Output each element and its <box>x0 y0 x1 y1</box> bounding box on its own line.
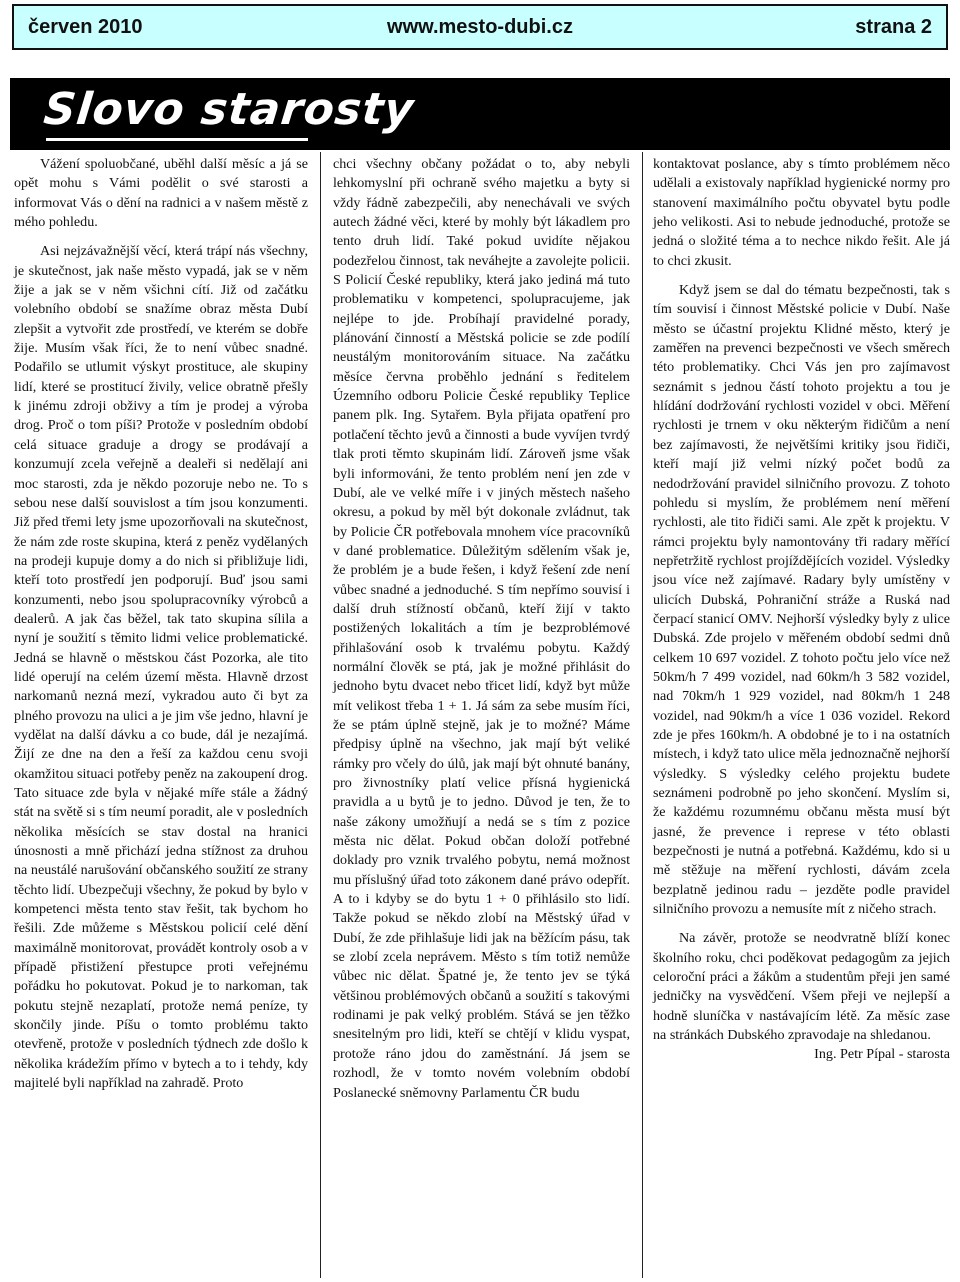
column-divider <box>642 152 643 1278</box>
author-signature: Ing. Petr Pípal - starosta <box>814 1046 950 1063</box>
banner-underline <box>46 138 308 141</box>
page-number: strana 2 <box>855 16 932 38</box>
paragraph: kontaktovat poslance, aby s tímto problémem něco udělali a existovaly například hygienické normy pro stanovení maximálního počtu obyvatel bytu podle jeho velikosti. Asi to nebude jednoduché, protože se jedná o složité téma a to nechce nikdo řešit. Ale já to chci zkusit. <box>653 156 950 269</box>
column-divider <box>320 152 321 1278</box>
issue-date: červen 2010 <box>28 16 143 38</box>
article-column-2 <box>333 155 630 1103</box>
paragraph: Asi nejzávažnější věcí, která trápí nás všechny, je skutečnost, jak naše město vypadá, jak se v něm žije a jak se v něm všichni cítí. Již od začátku volebního období se snažíme obraz města Dubí zlepšit a vytvořit zde prostředí, ve kterém se dobře žije. Musím však říci, že to není vůbec snadné. Podařilo se utlumit výskyt prostituce, ale skupiny lidí, které se prostitucí živily, velice obratně přešly k jinému zdroji obživy a tím je prodej a výroba drog. Proč o tom píši? Protože v posledním období celá situace graduje a drogy se prodávají a konzumují zcela veřejně a dealeři si nedělají ani moc starosti, zda je někdo pozoruje nebo ne. To s sebou nese další souvislost a tím jsou konzumenti. Již před třemi lety jsme upozorňovali na skutečnost, že nám zde roste skupina, která z peněz vydělaných na prodeji kupuje domy a do nich si přibližuje lidi, kteří toto prostředí jen podporují. Buď jsou sami konzumenti, nebo jsou spolupracovníky výrobců a dealerů. A jak čas běžel, tak tato skupina sílila a nyní je soužití s těmito lidmi velice problematické. Jedná se hlavně o městskou část Pozorka, ale tito lidé operují na celém území města. Hlavně drzost narkomanů nezná mezí, vykradou auto či byt za plného provozu na ulici a je jim vše jedno, hlavní je vydělat na další dávku a co bude, dál je nezajímá. Žijí ze dne na den a řeší za každou cenu svoji okamžitou situaci potřeby peněz na zakoupení drog. Tato situace zde byla v nějaké míře stále a žádný stát na světě si s tím neumí poradit, ale v posledních několika měsících se stav dostal na hranici únosnosti a mně přichází jedna stížnost za druhou na neustálé narušování občanského soužití ze strany těchto lidí. Ubezpečuji všechny, že pokud by bylo v kompetenci města tento stav řešit, tak bychom ho řešili. Zde můžeme s Městskou policií celé dění maximálně monitorovat, provádět kontroly osob a v případě přistižení přestupce proti veřejnému pořádku ho pokutovat. Pokud je to narkoman, tak pokutu stejně nezaplatí, protože nemá peníze, ty skončily jinde. Píšu o tomto problému takto otevřeně, protože v posledních týdnech zde došlo k několika krádežím přímo v bytech a to i tehdy, kdy majitelé byli například na zahradě. Proto <box>14 243 308 1092</box>
website-url[interactable]: www.mesto-dubi.cz <box>387 16 573 38</box>
paragraph: chci všechny občany požádat o to, aby nebyli lehkomyslní při ochraně svého majetku a byty si vždy řádně zabezpečili, aby nenechávali ve svých autech žádné věci, které by mohly být lákadlem pro tento druh lidí. Také pokud uvidíte nějakou podezřelou činnost, tak neváhejte a zavolejte policii. S Policií České republiky, která jako jediná má tuto problematiku v kompetenci, spolupracujeme, jak nejlépe to jde. Probíhají pravidelné porady, plánování činností a Městská policie se zde podílí neustálým monitorováním situace. Na začátku měsíce června proběhlo jednání s ředitelem Územního odboru Policie České republiky Teplice panem plk. Ing. Sytařem. Byla přijata opatření pro potlačení těchto jevů a činnosti a bude vyvíjen tvrdý tlak proti těmto skupinám lidí. Zároveň jsme však byli informováni, že tento problém není jen zde v Dubí, ale ve velké míře i v jiných městech našeho okresu, a pokud by měl být dokonale zvládnut, tak by Policie ČR potřebovala mnohem více pracovníků v dané problematice. Důležitým sdělením však je, že problém je a bude řešen, i když řešení zde není vůbec snadné a jednoduché. S tím nepřímo souvisí i další druh stížností občanů, kteří žijí v takto postižených lokalitách a tím je bezproblémové přihlašování osob k trvalému pobytu. Každý normální člověk se ptá, jak je možné přihlásit do jednoho bytu dvacet nebo třicet lidí, když byt může mít velikost třeba 1 + 1. Já sám za sebe musím říci, že se ptám úplně stejně, jak je to možné? Máme předpisy úplně na všechno, jak mají být veliké rámky pro včely do úlů, jak mají být ohnuté banány, pro živnostníky platí velice přísná hygienická pravidla a u bytů je to jedno. Důvod je ten, že to naše zákony umožňují a nedá se s tím z pozice města nic dělat. Pokud občan doloží potřebné doklady pro vznik trvalého pobytu, nemá možnost mu příslušný úřad toto zákonem dané právo odepřít. A to i kdyby se do bytu 1 + 0 přihlásilo sto lidí. Takže pokud se někdo zlobí na Městský úřad v Dubí, že zde přihlašuje lidi jak na běžícím pásu, tak se zlobí zcela neprávem. Město s tím totiž nemůže vůbec nic dělat. Špatné je, že tento jev se týká většinou problémových občanů a soužití s takovými rodinami je pak velký problém. Stává se jen těžko snesitelným pro lidi, kteří se chtějí v klidu vyspat, protože ráno jdou do zaměstnání. Já jsem se rozhodl, že v tomto novém volebním období Poslanecké sněmovny Parlamentu ČR budu <box>333 156 630 1101</box>
article-column-3 <box>653 155 950 1065</box>
page-header <box>12 4 948 50</box>
banner-title: Slovo starosty <box>41 84 417 135</box>
title-banner <box>10 78 950 150</box>
article-column-1 <box>14 155 308 1094</box>
paragraph: Když jsem se dal do tématu bezpečnosti, tak s tím souvisí i činnost Městské policie v Dubí. Naše město se účastní projektu Klidné město, který je zaměřen na prevenci bezpečnosti ve všech směrech této problematiky. Chci Vás jen pro zajímavost seznámit s jednou částí tohoto projektu a tou je hlídání dodržování rychlosti vozidel v obci. Měření rychlosti je trnem v oku některým řidičům a není bez zajímavosti, že největšími kritiky jsou řidiči, kteří mají již velmi nízký počet bodů za nedodržování pravidel silničního provozu. Z tohoto pohledu si myslím, že problémem není měření rychlosti, ale tito řidiči sami. Ale zpět k projektu. V rámci projektu byly namontovány tři radary měřící nepřetržitě rychlost projíždějících vozidel. Výsledky jsou více než zajímavé. Radary byly umístěny v ulicích Dubská, Pohraniční stráže a Ruská nad čerpací stanicí OMV. Nejhorší výsledky byly z ulice Dubská. Zde projelo v měřeném období sedmi dnů celkem 10 697 vozidel. Z tohoto počtu jelo více než 50km/h 7 499 vozidel, nad 60km/h 3 582 vozidel, nad 70km/h 1 929 vozidel, nad 80km/h 1 248 vozidel, nad 90km/h a více 1 036 vozidel. Rekord zde je přes 160km/h. A obdobné je to i na ostatních místech, i když tato ulice měla jednoznačně nejhorší výsledky. S výsledky celého projektu budete seznámeni podrobně po jeho skončení. Myslím si, že každému rozumnému občanu města musí být jasné, že prevence i represe v této oblasti bezpečnosti je nutná a potřebná. Každému, kdo si u mě stěžuje na měření rychlosti, dávám zcela bezplatně jedinou radu – jezděte podle pravidel silničního provozu a nemusíte mít z ničeho strach. <box>653 282 950 918</box>
paragraph: Vážení spoluobčané, uběhl další měsíc a já se opět mohu s Vámi podělit o své starosti a informovat Vás o dění na radnici a v našem městě z mého pohledu. <box>14 156 308 231</box>
paragraph: Na závěr, protože se neodvratně blíží konec školního roku, chci poděkovat pedagogům za jejich celoroční práci a žákům a studentům přeji jen samé jedničky na vysvědčení. Všem přeji ve nejlepší a hodně sluníčka v nastávajícím létě. Za měsíc zase na stránkách Dubského zpravodaje na shledanou. <box>653 930 950 1044</box>
